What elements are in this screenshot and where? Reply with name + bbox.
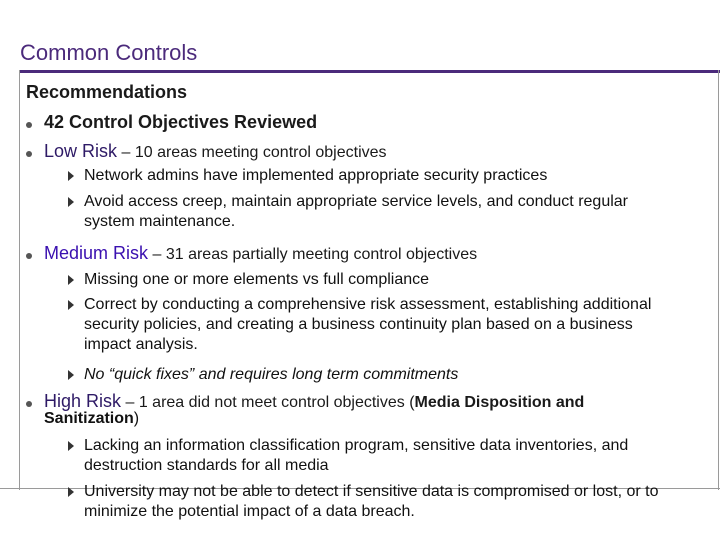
left-border [19,70,20,490]
low-risk-label: Low Risk [44,141,118,161]
arrow-bullet-icon [68,441,74,451]
slide-title: Common Controls [20,40,198,65]
low-risk-item: Network admins have implemented appropriate security practices [68,166,628,186]
bullet-dot [26,253,32,259]
high-risk-desc-line2: Sanitization) [44,410,140,427]
low-risk-item: Avoid access creep, maintain appropriate service levels, and conduct regular system maintenance. [68,192,648,232]
section-heading: Recommendations [26,82,188,102]
arrow-bullet-icon [68,197,74,207]
medium-risk-item: Correct by conducting a comprehensive risk assessment, establishing additional security policies, and creating a business continuity plan based on a business impact analysis. [68,295,668,355]
high-risk-emphasis: Media Disposition and [414,394,585,411]
arrow-bullet-icon [68,487,74,497]
bullet-dot [26,151,32,157]
arrow-bullet-icon [68,171,74,181]
medium-risk-item: No “quick fixes” and requires long term commitments [68,365,648,385]
arrow-bullet-icon [68,370,74,380]
title-divider [20,70,720,73]
bullet-dot [26,122,32,128]
high-risk-label: High Risk [44,391,122,411]
medium-risk-label: Medium Risk [44,243,149,263]
arrow-bullet-icon [68,275,74,285]
high-risk-item: Lacking an information classification program, sensitive data inventories, and destruction standards for all media [68,436,688,476]
bullet-dot [26,401,32,407]
right-border [718,70,719,490]
medium-risk-item: Missing one or more elements vs full compliance [68,270,648,290]
low-risk-desc: – 10 areas meeting control objectives [117,144,387,161]
high-risk-desc: – 1 area did not meet control objectives ( [121,394,415,411]
medium-risk-desc: – 31 areas partially meeting control objectives [148,246,478,263]
arrow-bullet-icon [68,300,74,310]
bullet-objectives-text: 42 Control Objectives Reviewed [44,112,318,132]
high-risk-item: University may not be able to detect if sensitive data is compromised or lost, or to minimize the potential impact of a data breach. [68,482,708,522]
